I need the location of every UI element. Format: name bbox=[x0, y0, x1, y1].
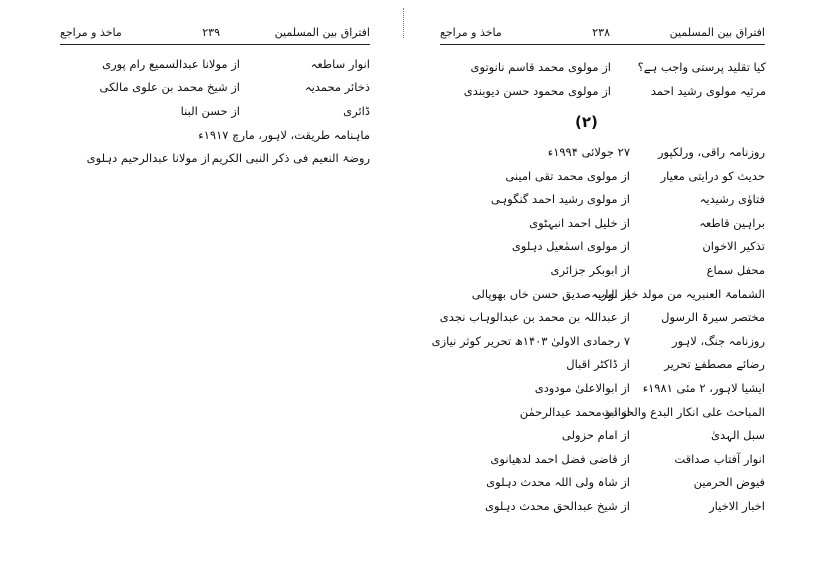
book-author: از حسن البنا bbox=[180, 104, 240, 118]
book-title: ایشیا لاہور، ۲ مئی ۱۹۸۱ء bbox=[642, 381, 765, 395]
left-header-rule bbox=[60, 44, 370, 45]
book-title: ذخائر محمدیہ bbox=[304, 80, 370, 94]
book-title: تذکیر الاخوان bbox=[702, 239, 765, 254]
book-title: مختصر سیرۃ الرسول bbox=[661, 310, 765, 325]
book-title: ماہنامہ طریقت، لاہور، مارچ ۱۹۱۷ء bbox=[198, 128, 370, 142]
book-title: محفل سماع bbox=[706, 263, 765, 277]
book-author: از عبداللہ بن محمد بن عبدالوہاب نجدی bbox=[439, 310, 630, 325]
book-author: ۷ رجمادی الاولیٰ ۱۴۰۳ھ تحریر کوثر نیازی bbox=[431, 333, 630, 348]
book-title: فتاوٰی رشیدیہ bbox=[699, 192, 765, 207]
book-author: از مولوی محمد تقی امینی bbox=[505, 168, 630, 183]
book-author: از مولانا عبدالسمیع رام پوری bbox=[102, 57, 240, 71]
book-author: از مولوی محمد قاسم نانوتوی bbox=[470, 60, 611, 74]
book-author: از قاضی فضل احمد لدھیانوی bbox=[490, 451, 630, 466]
section-number: (۲) bbox=[575, 113, 598, 131]
book-title: فیوض الحرمین bbox=[693, 475, 765, 490]
right-page-title: افتراق بین المسلمین bbox=[669, 26, 765, 39]
book-title: رضائے مصطفےٰ تحریر bbox=[664, 357, 765, 372]
book-title: روضۃ النعیم فی ذکر النبی الکریم bbox=[211, 151, 370, 165]
book-title: ڈائری bbox=[343, 104, 370, 118]
left-page-title: افتراق بین المسلمین bbox=[274, 26, 370, 39]
book-author: از ابوبکر جزائری bbox=[550, 263, 630, 277]
book-title: اخبار الاخیار bbox=[709, 499, 765, 513]
page-gutter-mark bbox=[403, 8, 405, 38]
book-title: حدیث کو درایتی معیار bbox=[660, 168, 765, 183]
book-author: از مولوی رشید احمد گنگوہی bbox=[490, 192, 630, 207]
right-page-header bbox=[440, 26, 765, 42]
book-title: کیا تقلید پرستی واجب ہے؟ bbox=[637, 60, 766, 74]
book-title: المباحث علی انکار البدع والحوادث bbox=[601, 404, 765, 419]
book-title: براہین قاطعہ bbox=[699, 215, 765, 230]
book-title: سبل الہدیٰ bbox=[711, 428, 765, 443]
book-title: الشمامۃ العنبریہ من مولد خیر البریہ bbox=[591, 286, 765, 301]
book-author: از شاہ ولی اللہ محدث دہلوی bbox=[486, 475, 630, 490]
book-title: روزنامہ راقی، ورلکپور bbox=[657, 145, 765, 159]
book-author: از مولوی محمود حسن دیوبندی bbox=[463, 84, 611, 98]
left-page-ref: ماخذ و مراجع bbox=[60, 26, 122, 39]
book-title: انوار ساطعہ bbox=[310, 57, 370, 71]
book-author: از مولانا عبدالرحیم دہلوی bbox=[86, 151, 210, 165]
book-title: مرثیہ مولوی رشید احمد bbox=[650, 84, 766, 98]
book-author: از شیخ عبدالحق محدث دہلوی bbox=[484, 499, 630, 513]
book-author: از ابوالاعلیٰ مودودی bbox=[534, 381, 630, 395]
book-author: از نواب صدیق حسن خاں بھوپالی bbox=[471, 286, 630, 301]
right-header-rule bbox=[440, 44, 765, 45]
left-page-number: ۲۳۹ bbox=[202, 26, 220, 39]
book-title: روزنامہ جنگ، لاہور bbox=[672, 333, 765, 348]
left-page-header bbox=[60, 26, 370, 42]
book-author: از ڈاکٹر اقبال bbox=[566, 357, 630, 372]
left-page bbox=[0, 0, 400, 578]
book-author: ۲۷ جولائی ۱۹۹۴ء bbox=[547, 145, 630, 159]
book-author: از ابو محمد عبدالرحمٰن bbox=[519, 404, 630, 419]
book-author: از امام حزولی bbox=[561, 428, 630, 443]
right-page-ref: ماخذ و مراجع bbox=[440, 26, 502, 39]
book-title: انوار آفتاب صداقت bbox=[674, 451, 765, 466]
right-page-number: ۲۳۸ bbox=[592, 26, 610, 39]
right-page bbox=[410, 0, 819, 578]
book-author: از شیخ محمد بن علوی مالکی bbox=[99, 80, 240, 94]
book-author: از خلیل احمد انبہٹوی bbox=[529, 215, 630, 230]
book-author: از مولوی اسمٰعیل دہلوی bbox=[511, 239, 630, 254]
